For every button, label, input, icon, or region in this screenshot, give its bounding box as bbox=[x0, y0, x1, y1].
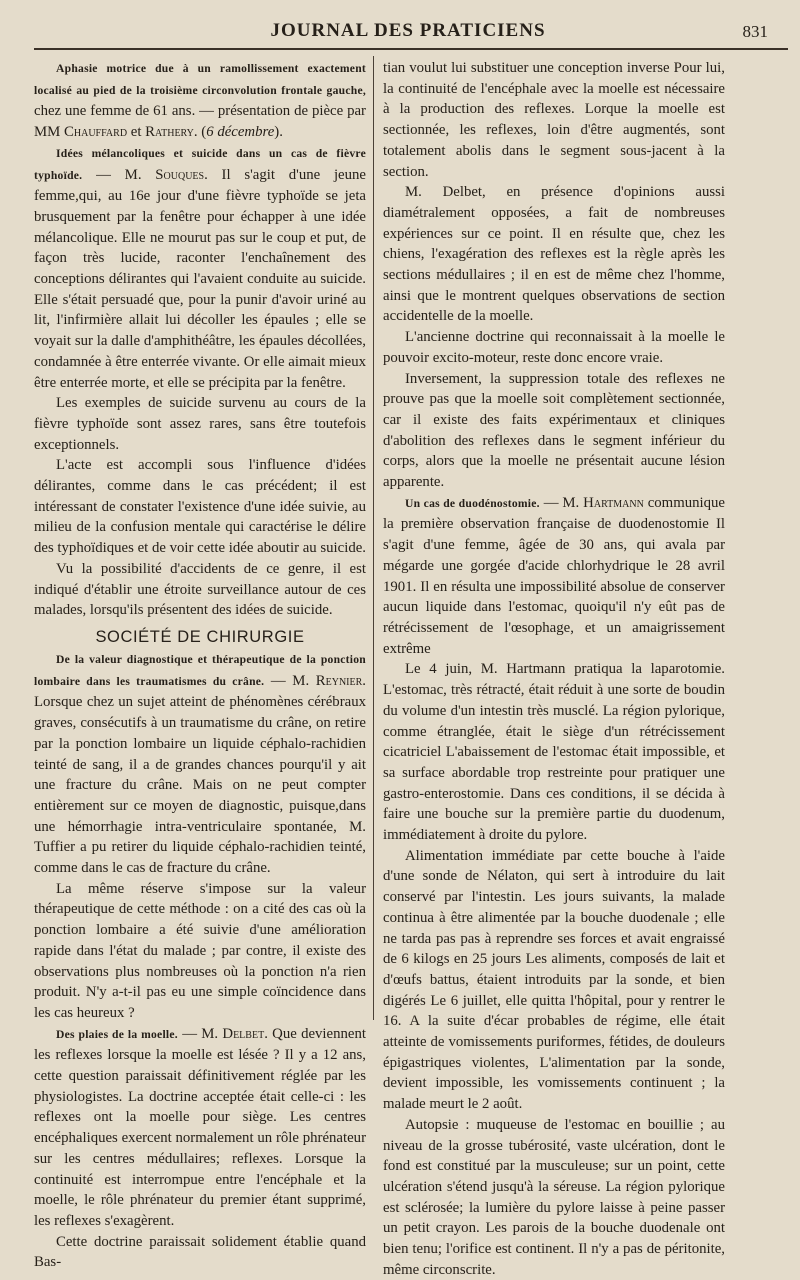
paragraph: Les exemples de suicide survenu au cours de la fièvre typhoïde sont assez rares, sans être toutefois exceptionnels. bbox=[34, 395, 366, 453]
article-title: De la valeur diagnostique et thérapeutique de la ponction lombaire dans les traumatismes du crâne. bbox=[34, 652, 366, 688]
paragraph: Vu la possibilité d'accidents de ce genre, il est indiqué d'établir une étroite surveillance autour de ces malades, lorsqu'ils présentent des idées de suicide. bbox=[34, 560, 366, 619]
article-text: . Lorsque chez un sujet atteint de phénomènes cérébraux graves, consécutifs à un traumatisme du crâne, on retire par la ponction lombaire un liquide céphalo-rachidien teinté de sang, il a de grandes chances pourqu'il y ait une fracture du crâne. Mais on ne peut compter entièrement sur ce moyen de diagnostic, puisque,dans une hémorrhagie intra-ventriculaire spontanée, M. Tuffier a pu retirer du liquide céphalo-rachidien teinté, comme dans le cas de fracture du crâne. bbox=[34, 672, 366, 877]
header-rule bbox=[34, 48, 788, 50]
dash: — M. bbox=[82, 166, 156, 183]
paragraph: Cette doctrine paraissait solidement établie quand Bas- bbox=[34, 1233, 366, 1271]
article-title: Des plaies de la moelle. bbox=[56, 1027, 178, 1041]
article-title: Aphasie motrice due à un ramollissement exactement localisé au pied de la troisième circonvolution frontale gauche, bbox=[34, 62, 366, 97]
separator: ). bbox=[274, 124, 283, 141]
article-ponction-lombaire bbox=[34, 649, 366, 879]
article-text: . Que deviennent les reflexes lorsque la moelle est lésée ? Il y a 12 ans, cette question paraissait définitivement réglée par les physiologistes. La doctrine acceptée était celle-ci : les reflexes ont la moelle pour siège. Les centres encéphaliques exercent normalement un rôle phrénateur sur les centres médullaires; reflexes. Lorsque la continuité est interrompue entre l'encéphale et la moelle, le rôle phrénateur du premier étant supprimé, les reflexes s'exagèrent. bbox=[34, 1025, 366, 1229]
article-duodenostomie bbox=[383, 493, 725, 660]
article-text: chez une femme de 61 ans. — présentation de pièce par MM bbox=[34, 103, 366, 141]
right-column bbox=[383, 58, 725, 1280]
paragraph: Le 4 juin, M. Hartmann pratiqua la laparotomie. L'estomac, très rétracté, était réduit à une sorte de boudin du volume d'un intestin très musclé. La région pylorique, comme étranglée, était le siège d'un rétrécissement cicatriciel L'abaissement de l'estomac était impossible, et sa surface abordable trop restreinte pour pratiquer une gastro-enterostomie. Dans ces conditions, il se décida à faire une bouche sur la première partie du duodenum, immédiatement à droite du pylore. bbox=[383, 661, 725, 844]
dash: — M. bbox=[264, 672, 316, 689]
author-name: Delbet bbox=[222, 1025, 265, 1042]
paragraph: Autopsie : muqueuse de l'estomac en bouillie ; au niveau de la grosse tubérosité, vaste ulcération, dont le fond est constitué par la musculeuse; sur un point, cette ulcération s'étend jusqu'à la séreuse. La région pylorique est sclérosée; la lumière du pylore laisse à peine passer un petit crayon. Les parois de la bouche duodenale ont bien tenu; l'orifice est continent. Il n'y a pas de péritonite, même circonscrite. bbox=[383, 1116, 725, 1278]
column-divider bbox=[373, 56, 374, 1020]
paragraph: M. Delbet, en présence d'opinions aussi diamétralement opposées, a fait de nombreuses expériences sur ce point. Il en résulte que, chez les chiens, l'exagération des reflexes est la règle après les sections médullaires ; il en est de même chez l'homme, ainsi que le montrent quelques observations de section accidentelle de la moelle. bbox=[383, 184, 725, 325]
article-plaies-moelle bbox=[34, 1024, 366, 1232]
paragraph: L'acte est accompli sous l'influence d'idées délirantes, comme dans le cas précédent; il est intéressant de constater l'existence d'une idée suivie, au milieu de la confusion mentale qui caractérise le délire des typhoïdiques et de voir cette idée aboutir au suicide. bbox=[34, 457, 367, 557]
separator: . ( bbox=[193, 124, 207, 141]
article-text: communique la première observation française de duodenostomie Il s'agit d'une femme, âgée de 30 ans, qui avala par mégarde une gorgée d'acide chlorhydrique le 28 avril 1901. Il en résulta une impossibilité absolue de conserver aucun liquide dans l'estomac, quoiqu'il n'y eût pas de rétrécissement de l'œsophage, et un amaigrissement extrême bbox=[383, 494, 725, 657]
page-number: 831 bbox=[742, 22, 768, 41]
author-name: Hartmann bbox=[583, 494, 644, 511]
section-title: SOCIÉTÉ DE CHIRURGIE bbox=[95, 627, 305, 646]
left-column bbox=[34, 58, 366, 1273]
paragraph: Inversement, la suppression totale des reflexes ne prouve pas que la moelle soit complètement sectionnée, car il existe des faits expérimentaux et cliniques d'abolition des reflexes dans le segment inférieur du corps, alors que la moelle ne présentait aucune lésion apparente. bbox=[383, 370, 725, 491]
paragraph-continued: tian voulut lui substituer une conception inverse Pour lui, la continuité de l'encéphale avec la moelle est nécessaire à la production des reflexes. Lorque la moelle est sectionnée, les reflexes, loin d'être augmentés, sont totalement abolis dans le segment sous-jacent à la section. bbox=[383, 60, 725, 180]
author-name: Rathery bbox=[145, 124, 194, 141]
author-name: Reynier bbox=[315, 672, 363, 689]
article-idees-melancoliques bbox=[34, 143, 366, 393]
paragraph: L'ancienne doctrine qui reconnaissait à la moelle le pouvoir excito-moteur, reste donc encore vraie. bbox=[383, 329, 725, 366]
journal-title: JOURNAL DES PRATICIENS bbox=[270, 20, 546, 41]
conjunction: et bbox=[127, 124, 146, 141]
paragraph: Alimentation immédiate par cette bouche à l'aide d'une sonde de Nélaton, qui sert à introduire du lait conservé par l'intestin. Les jours suivants, la malade continua à être alimentée par la bouche duodenale ; elle ne tarda pas pas à reprendre ses forces et avait engraissé de 6 kilogs en 25 jours Les aliments, composés de lait et d'œufs battus, étaient introduits par la sonde, et bien digérés Le 6 juillet, elle quitta l'hôpital, pour y rentrer le 16. A la suite d'écar probables de régime, elle était atteinte de vomissements puriformes, fétides, de douleurs épigastriques violentes, L'alimentation par la sonde, devient impossible, les vomissements continuent ; la malade meurt le 2 août. bbox=[383, 847, 725, 1113]
paragraph: La même réserve s'impose sur la valeur thérapeutique de cette méthode : on a cité des cas où la ponction lombaire a été suivie d'une amélioration rapide dans l'état du malade ; par contre, il existe des observations plus nombreuses où la ponction n'a rien produit. N'y a-t-il pas eu une simple coïncidence dans les cas heureux ? bbox=[34, 880, 366, 1021]
session-date: 6 décembre bbox=[206, 124, 275, 141]
article-aphasie bbox=[34, 58, 366, 143]
dash: — M. bbox=[177, 1025, 223, 1042]
author-name: Chauffard bbox=[64, 124, 128, 141]
article-title: Un cas de duodénostomie. bbox=[405, 496, 540, 510]
author-name: Souques bbox=[155, 166, 205, 183]
article-text: . Il s'agit d'une jeune femme,qui, au 16e jour d'une fièvre typhoïde se jeta brusquement par la fenêtre pour échapper à une idée mélancolique. Elle ne mourut pas sur le coup et put, de façon très lucide, raconter l'enchaînement des conceptions délirantes qui l'avaient conduite au suicide. Elle s'était persuadé que, pour la punir d'avoir uriné au lit, l'infirmière allait lui décoller les épaules ; elle se voyait sur la dalle d'amphithéâtre, les épaules décollées, condamnée à être enterrée vivante. Or elle aimait mieux être enterrée morte, et elle se précipita par la fenêtre. bbox=[34, 166, 366, 391]
dash: — M. bbox=[539, 494, 584, 511]
page-header bbox=[36, 18, 780, 50]
article-title: Idées mélancoliques et suicide dans un cas de fièvre typhoïde. bbox=[34, 146, 366, 182]
